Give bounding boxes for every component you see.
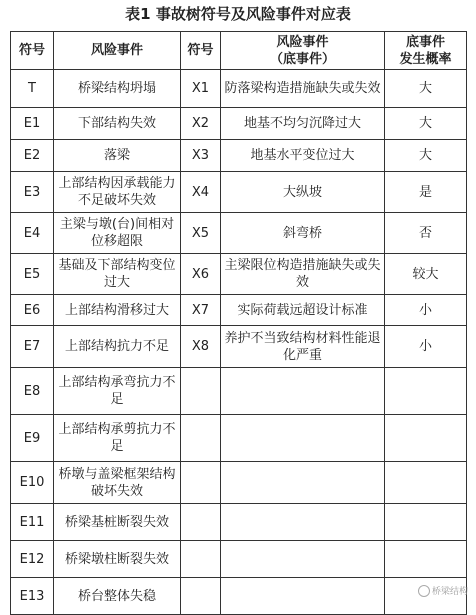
probability-cell — [385, 462, 467, 504]
probability-cell — [385, 368, 467, 415]
base-event-cell: 大纵坡 — [221, 172, 385, 213]
watermark-text: 桥梁结构 — [431, 586, 468, 597]
header-base-event: 风险事件 （底事件） — [221, 32, 385, 70]
probability-cell: 较大 — [385, 254, 467, 295]
base-event-cell: 斜弯桥 — [221, 213, 385, 254]
table-row — [11, 213, 467, 254]
table-row — [11, 70, 467, 108]
table-row — [11, 326, 467, 368]
risk-event-cell: 上部结构抗力不足 — [54, 326, 181, 368]
probability-cell: 小 — [385, 326, 467, 368]
base-symbol-cell — [181, 541, 221, 578]
risk-event-cell: 桥梁结构坍塌 — [54, 70, 181, 108]
header-symbol-1: 符号 — [11, 32, 54, 70]
base-event-cell: 防落梁构造措施缺失或失效 — [221, 70, 385, 108]
table-title: 表1 事故树符号及风险事件对应表 — [125, 5, 351, 23]
base-symbol-cell — [181, 504, 221, 541]
base-event-cell — [221, 578, 385, 615]
probability-cell: 大 — [385, 108, 467, 140]
table-row — [11, 254, 467, 295]
base-event-cell: 地基不均匀沉降过大 — [221, 108, 385, 140]
symbol-cell: E7 — [11, 326, 54, 368]
probability-cell: 否 — [385, 213, 467, 254]
risk-event-cell: 上部结构滑移过大 — [54, 295, 181, 326]
symbol-cell: T — [11, 70, 54, 108]
base-event-cell — [221, 368, 385, 415]
probability-cell: 大 — [385, 140, 467, 172]
base-symbol-cell — [181, 462, 221, 504]
base-symbol-cell: X6 — [181, 254, 221, 295]
probability-cell: 大 — [385, 70, 467, 108]
table-row — [11, 140, 467, 172]
risk-event-cell: 落梁 — [54, 140, 181, 172]
table-row — [11, 578, 467, 615]
probability-cell — [385, 541, 467, 578]
base-event-cell — [221, 541, 385, 578]
base-event-cell: 实际荷载远超设计标准 — [221, 295, 385, 326]
base-event-cell — [221, 415, 385, 462]
probability-cell — [385, 415, 467, 462]
base-event-cell: 主梁限位构造措施缺失或失效 — [221, 254, 385, 295]
base-symbol-cell: X1 — [181, 70, 221, 108]
base-symbol-cell: X2 — [181, 108, 221, 140]
base-symbol-cell — [181, 415, 221, 462]
risk-event-cell: 上部结构因承载能力不足破坏失效 — [54, 172, 181, 213]
symbol-cell: E3 — [11, 172, 54, 213]
risk-event-cell: 上部结构承剪抗力不足 — [54, 415, 181, 462]
table-row — [11, 295, 467, 326]
header-symbol-2: 符号 — [181, 32, 221, 70]
table-row — [11, 368, 467, 415]
risk-event-cell: 基础及下部结构变位过大 — [54, 254, 181, 295]
base-symbol-cell: X8 — [181, 326, 221, 368]
wechat-icon — [418, 585, 430, 597]
table-header-row — [11, 32, 467, 70]
probability-cell: 小 — [385, 295, 467, 326]
table-row — [11, 504, 467, 541]
symbol-cell: E8 — [11, 368, 54, 415]
symbol-cell: E1 — [11, 108, 54, 140]
base-symbol-cell: X7 — [181, 295, 221, 326]
base-event-cell: 养护不当致结构材料性能退化严重 — [221, 326, 385, 368]
symbol-cell: E6 — [11, 295, 54, 326]
base-event-cell — [221, 504, 385, 541]
table-row — [11, 541, 467, 578]
base-event-cell: 地基水平变位过大 — [221, 140, 385, 172]
risk-event-cell: 桥梁墩柱断裂失效 — [54, 541, 181, 578]
risk-event-cell: 主梁与墩(台)间相对位移超限 — [54, 213, 181, 254]
risk-event-cell: 上部结构承弯抗力不足 — [54, 368, 181, 415]
symbol-cell: E2 — [11, 140, 54, 172]
header-probability: 底事件 发生概率 — [385, 32, 467, 70]
symbol-cell: E9 — [11, 415, 54, 462]
symbol-cell: E4 — [11, 213, 54, 254]
risk-event-cell: 桥墩与盖梁框架结构破坏失效 — [54, 462, 181, 504]
base-symbol-cell — [181, 578, 221, 615]
risk-event-cell: 下部结构失效 — [54, 108, 181, 140]
base-symbol-cell — [181, 368, 221, 415]
symbol-cell: E11 — [11, 504, 54, 541]
watermark — [418, 584, 468, 598]
table-row — [11, 172, 467, 213]
probability-cell — [385, 504, 467, 541]
symbol-cell: E13 — [11, 578, 54, 615]
symbol-cell: E5 — [11, 254, 54, 295]
symbol-cell: E10 — [11, 462, 54, 504]
risk-event-cell: 桥梁基桩断裂失效 — [54, 504, 181, 541]
risk-event-cell: 桥台整体失稳 — [54, 578, 181, 615]
table-row — [11, 462, 467, 504]
symbol-cell: E12 — [11, 541, 54, 578]
base-symbol-cell: X5 — [181, 213, 221, 254]
base-event-cell — [221, 462, 385, 504]
risk-event-table — [10, 31, 467, 615]
header-risk-event: 风险事件 — [54, 32, 181, 70]
base-symbol-cell: X3 — [181, 140, 221, 172]
probability-cell: 是 — [385, 172, 467, 213]
table-row — [11, 415, 467, 462]
base-symbol-cell: X4 — [181, 172, 221, 213]
table-row — [11, 108, 467, 140]
